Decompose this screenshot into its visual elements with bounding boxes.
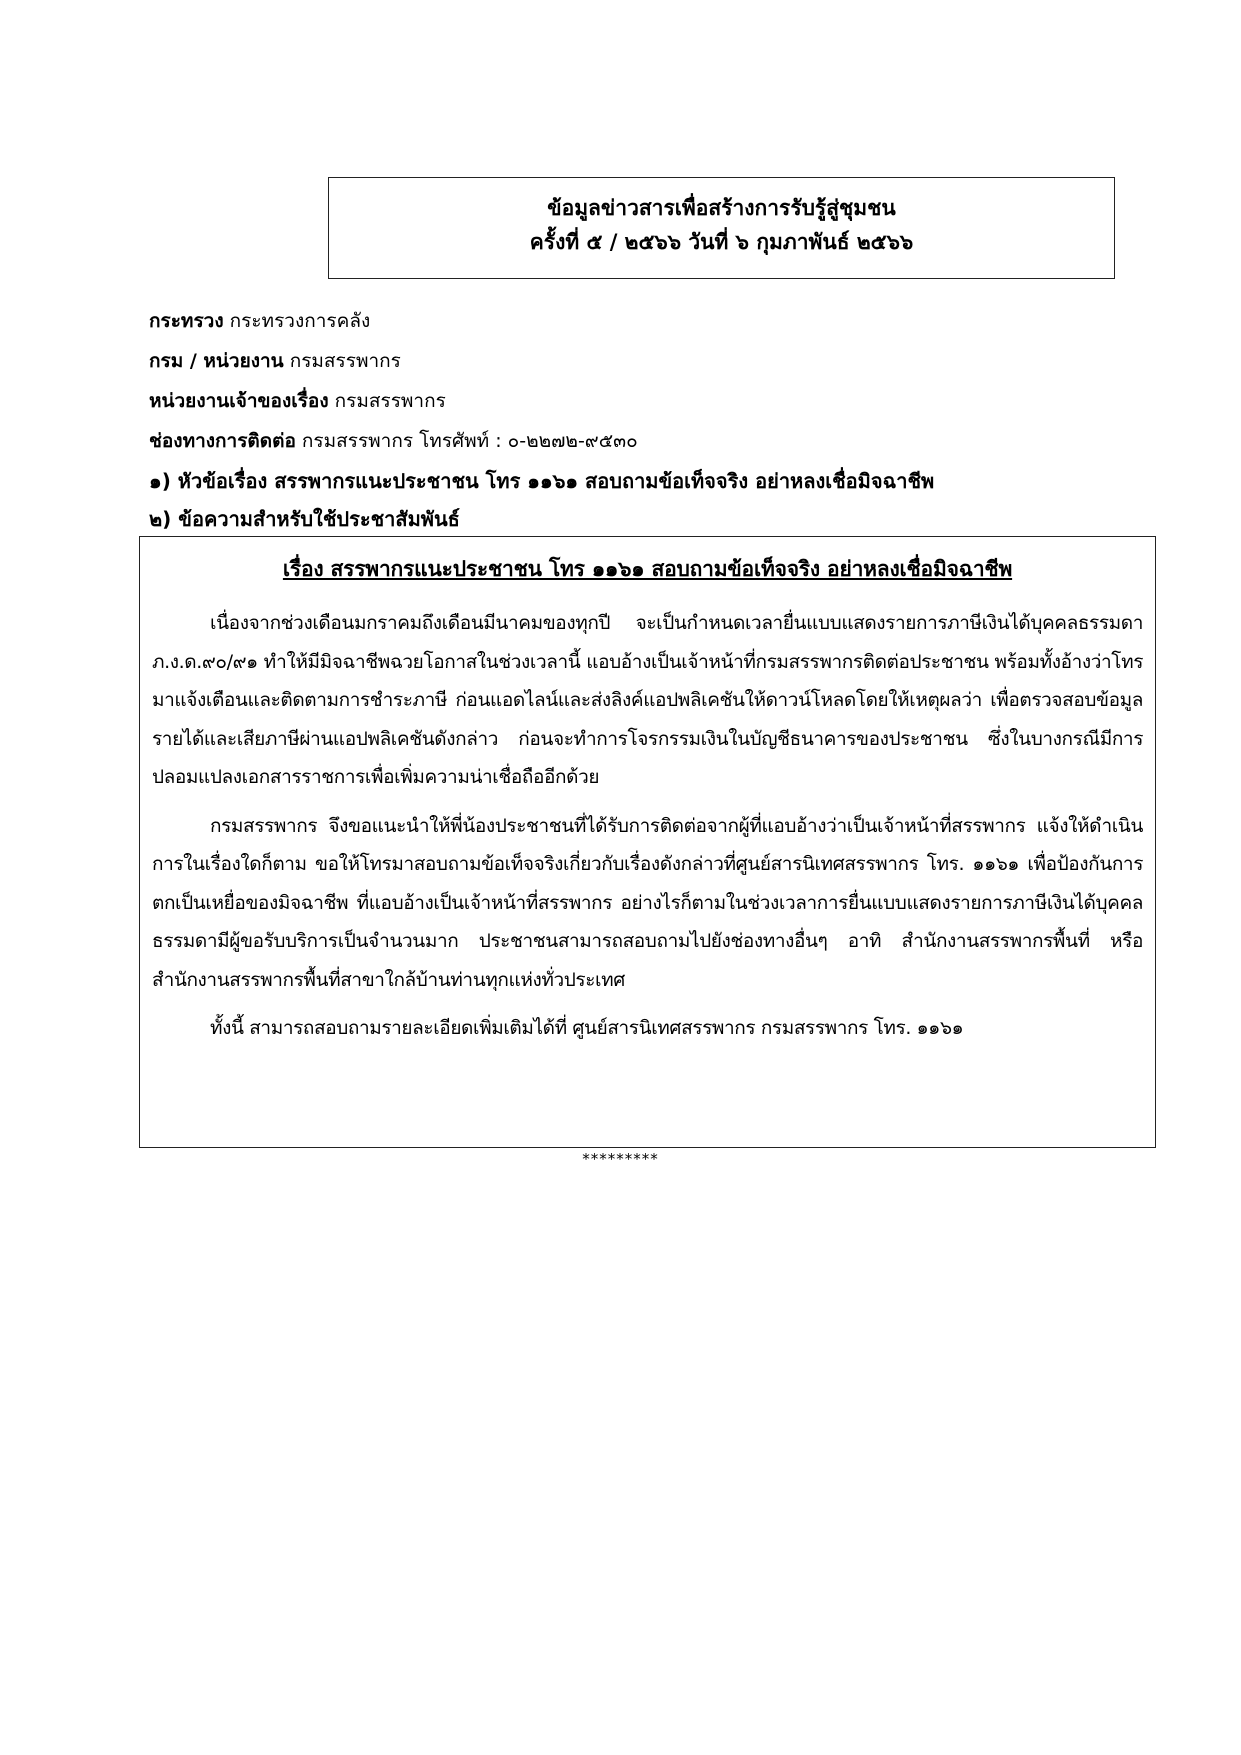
- contact-value: กรมสรรพากร โทรศัพท์ : ๐-๒๒๗๒-๙๕๓๐: [301, 430, 638, 452]
- meta-contact: [149, 421, 638, 461]
- pr-message-title: เรื่อง สรรพากรแนะประชาชน โทร ๑๑๖๑ สอบถามข้อเท็จจริง อย่าหลงเชื่อมิจฉาชีพ: [282, 557, 1013, 581]
- end-marker: *********: [582, 1150, 659, 1168]
- meta-owner: [149, 381, 638, 421]
- header-issue-date: ครั้งที่ ๕ / ๒๕๖๖ วันที่ ๖ กุมภาพันธ์ ๒๕๖๖: [529, 230, 914, 254]
- contact-label: ช่องทางการติดต่อ: [149, 430, 296, 452]
- pr-paragraph-1: เนื่องจากช่วงเดือนมกราคมถึงเดือนมีนาคมของทุกปี จะเป็นกำหนดเวลายื่นแบบแสดงรายการภาษีเงินได้บุคคลธรรมดา ภ.ง.ด.๙๐/๙๑ ทำให้มีมิจฉาชีพฉวยโอกาสในช่วงเวลานี้ แอบอ้างเป็นเจ้าหน้าที่กรมสรรพากรติดต่อประชาชน พร้อมทั้งอ้างว่าโทรมาแจ้งเตือนและติดตามการชำระภาษี ก่อนแอดไลน์และส่งลิงค์แอปพลิเคชันให้ดาวน์โหลดโดยให้เหตุผลว่า เพื่อตรวจสอบข้อมูลรายได้และเสียภาษีผ่านแอปพลิเคชันดังกล่าว ก่อนจะทำการโจรกรรมเงินในบัญชีธนาคารของประชาชน ซึ่งในบางกรณีมีการปลอมแปลงเอกสารราชการเพื่อเพิ่มความน่าเชื่อถืออีกด้วย: [152, 612, 1143, 788]
- ministry-label: กระทรวง: [149, 310, 224, 332]
- pr-message-box: [139, 536, 1156, 1148]
- owner-label: หน่วยงานเจ้าของเรื่อง: [149, 390, 329, 412]
- ministry-value: กระทรวงการคลัง: [229, 310, 371, 332]
- owner-value: กรมสรรพากร: [334, 390, 446, 412]
- meta-ministry: [149, 301, 638, 341]
- pr-paragraph-2: กรมสรรพากร จึงขอแนะนำให้พี่น้องประชาชนที่ได้รับการติดต่อจากผู้ที่แอบอ้างว่าเป็นเจ้าหน้าที่สรรพากร แจ้งให้ดำเนินการในเรื่องใดก็ตาม ขอให้โทรมาสอบถามข้อเท็จจริงเกี่ยวกับเรื่องดังกล่าวที่ศูนย์สารนิเทศสรรพากร โทร. ๑๑๖๑ เพื่อป้องกันการตกเป็นเหยื่อของมิจฉาชีพ ที่แอบอ้างเป็นเจ้าหน้าที่สรรพากร อย่างไรก็ตามในช่วงเวลาการยื่นแบบแสดงรายการภาษีเงินได้บุคคลธรรมดามีผู้ขอรับบริการเป็นจำนวนมาก ประชาชนสามารถสอบถามไปยังช่องทางอื่นๆ อาทิ สำนักงานสรรพากรพื้นที่ หรือ สำนักงานสรรพากรพื้นที่สาขาใกล้บ้านท่านทุกแห่งทั่วประเทศ: [152, 814, 1143, 991]
- section-topic: ๑) หัวข้อเรื่อง สรรพากรแนะประชาชน โทร ๑๑๖๑ สอบถามข้อเท็จจริง อย่าหลงเชื่อมิจฉาชีพ: [149, 469, 935, 493]
- section-pr-heading: ๒) ข้อความสำหรับใช้ประชาสัมพันธ์: [149, 507, 460, 531]
- department-label: กรม / หน่วยงาน: [149, 350, 284, 372]
- meta-info: [149, 301, 638, 461]
- header-title: ข้อมูลข่าวสารเพื่อสร้างการรับรู้สู่ชุมชน: [547, 196, 896, 220]
- header-box: [328, 177, 1115, 279]
- department-value: กรมสรรพากร: [289, 350, 401, 372]
- meta-department: [149, 341, 638, 381]
- pr-paragraph-3: ทั้งนี้ สามารถสอบถามรายละเอียดเพิ่มเติมได้ที่ ศูนย์สารนิเทศสรรพากร กรมสรรพากร โทร. ๑๑๖๑: [210, 1017, 964, 1039]
